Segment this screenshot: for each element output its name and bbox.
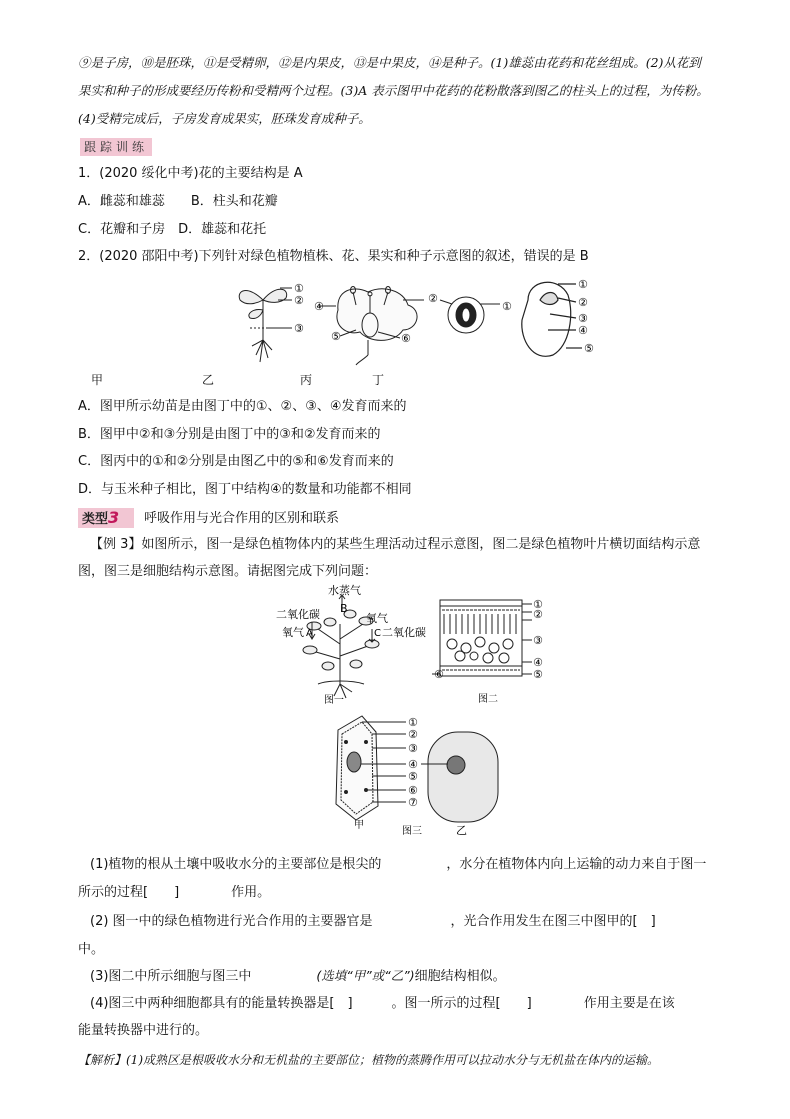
- question-1-line-1: (1)植物的根从土壤中吸收水分的主要部位是根尖的 ，水分在植物体内向上运输的动力来自于图一: [90, 857, 707, 872]
- q2-option-a: A．图甲所示幼苗是由图丁中的①、②、③、④发育而来的: [78, 399, 407, 414]
- q2-label-jia: 甲: [91, 373, 104, 387]
- fig1-o2-left: 氧气: [282, 626, 304, 639]
- q1-options-cd: C．花瓣和子房 D．雄蕊和花托: [78, 222, 267, 237]
- analysis: 【解析】(1)成熟区是根吸收水分和无机盐的主要部位；植物的蒸腾作用可以拉动水分与无机盐在体内的运输。: [78, 1053, 660, 1067]
- q1-options-ab: A．雌蕊和雄蕊 B．柱头和花瓣: [78, 194, 278, 209]
- fig2-num-5: ⑤: [533, 668, 543, 681]
- example3-line-1: 【例 3】如图所示，图一是绿色植物体内的某些生理活动过程示意图，图二是绿色植物叶片横切面结构示意: [90, 537, 701, 552]
- q2-option-d: D．与玉米种子相比，图丁中结构④的数量和功能都不相同: [78, 482, 412, 497]
- fig1-co2-left: 二氧化碳: [276, 608, 320, 621]
- q2-jia-num-3: ③: [294, 322, 304, 335]
- intro-line-2: 果实和种子的形成要经历传粉和受精两个过程。(3)A 表示图甲中花药的花粉散落到图乙的柱头上的过程，为传粉。: [78, 83, 709, 98]
- fig1-co2-right: 二氧化碳: [382, 626, 426, 639]
- q2-bing-num-1: ①: [502, 300, 512, 313]
- question-1-line-2: 所示的过程[ ] 作用。: [78, 885, 271, 900]
- question-4-line-2: 能量转换器中进行的。: [78, 1023, 209, 1038]
- fig1-caption: 图一: [324, 695, 344, 706]
- fig3-num-2: ②: [408, 728, 418, 741]
- q2-yi-num-6: ⑥: [401, 332, 411, 345]
- fruit-figure: [440, 297, 500, 333]
- fig2-num-1: ①: [533, 598, 543, 611]
- fig1-water-vapor: 水蒸气: [328, 584, 361, 597]
- fig1-o2-right: 氧气: [366, 612, 388, 625]
- q2-jia-num-2: ②: [294, 294, 304, 307]
- fig1-label-B: B: [340, 602, 348, 615]
- follow-training-tag: 跟踪训练: [80, 138, 152, 156]
- q2-ding-num-2: ②: [578, 296, 588, 309]
- fig2-num-4: ④: [533, 656, 543, 669]
- q2-figures: [228, 270, 598, 370]
- q2-ding-num-1: ①: [578, 278, 588, 291]
- intro-line-1: ⑨是子房，⑩是胚珠，⑪是受精卵，⑫是内果皮，⑬是中果皮，⑭是种子。(1)雄蕊由花药和花丝组成。(2)从花到: [78, 55, 701, 70]
- q2-label-bing: 丙: [300, 373, 313, 387]
- q2-bing-num-2: ②: [428, 292, 438, 305]
- q1-stem: 1．(2020 绥化中考)花的主要结构是 A: [78, 166, 303, 181]
- question-4-line-1: (4)图三中两种细胞都具有的能量转换器是[ ] 。图一所示的过程[ ] 作用主要是在该: [90, 996, 675, 1011]
- question-3: [90, 967, 506, 986]
- question-2-line-1: (2) 图一中的绿色植物进行光合作用的主要器官是 ，光合作用发生在图三中图甲的[ ]: [90, 914, 656, 929]
- figure-one: [268, 584, 438, 706]
- fig3-num-6: ⑥: [408, 784, 418, 797]
- example3-line-2: 图，图三是细胞结构示意图。请据图完成下列问题：: [78, 564, 378, 579]
- type3-title: 呼吸作用与光合作用的区别和联系: [144, 511, 340, 526]
- fig3-label-yi: 乙: [456, 824, 467, 837]
- type-badge: 类型3: [78, 508, 134, 528]
- fig3-num-5: ⑤: [408, 770, 418, 783]
- fig3-num-4: ④: [408, 758, 418, 771]
- q2-label-ding: 丁: [372, 373, 385, 387]
- flower-figure: [320, 287, 424, 366]
- q2-stem: 2．(2020 邵阳中考)下列针对绿色植物植株、花、果实和种子示意图的叙述，错误的是 B: [78, 249, 589, 264]
- q2-yi-num-5: ⑤: [331, 330, 341, 343]
- fig1-label-C: C: [374, 628, 381, 639]
- fig3-num-7: ⑦: [408, 796, 418, 809]
- fig3-caption: 图三: [402, 826, 422, 837]
- fig1-label-A: A: [306, 628, 313, 639]
- question-3-hint: (选填“甲”或“乙”): [316, 968, 415, 983]
- q2-yi-num-4: ④: [314, 300, 324, 313]
- fig2-num-3: ③: [533, 634, 543, 647]
- fig2-caption: 图二: [478, 694, 498, 705]
- question-3-a: (3)图二中所示细胞与图三中: [90, 969, 317, 984]
- fig2-num-2: ②: [533, 608, 543, 621]
- seed-figure: [522, 282, 582, 356]
- fig3-label-jia: 甲: [354, 820, 364, 831]
- q2-ding-num-3: ③: [578, 312, 588, 325]
- figure-two: [434, 596, 554, 706]
- question-2-line-2: 中。: [78, 942, 105, 957]
- fig3-num-3: ③: [408, 742, 418, 755]
- question-3-c: 细胞结构相似。: [414, 969, 506, 984]
- q2-option-c: C．图丙中的①和②分别是由图乙中的⑤和⑥发育而来的: [78, 454, 394, 469]
- fig2-num-6: ⑥: [434, 668, 444, 681]
- fig3-num-1: ①: [408, 716, 418, 729]
- q2-label-yi: 乙: [202, 373, 215, 387]
- q2-jia-num-1: ①: [294, 282, 304, 295]
- figure-three: [326, 712, 506, 837]
- q2-ding-num-5: ⑤: [584, 342, 594, 355]
- q2-ding-num-4: ④: [578, 324, 588, 337]
- seedling-figure: [239, 288, 292, 362]
- q2-option-b: B．图甲中②和③分别是由图丁中的③和②发育而来的: [78, 427, 381, 442]
- intro-line-3: (4)受精完成后，子房发育成果实，胚珠发育成种子。: [78, 111, 371, 126]
